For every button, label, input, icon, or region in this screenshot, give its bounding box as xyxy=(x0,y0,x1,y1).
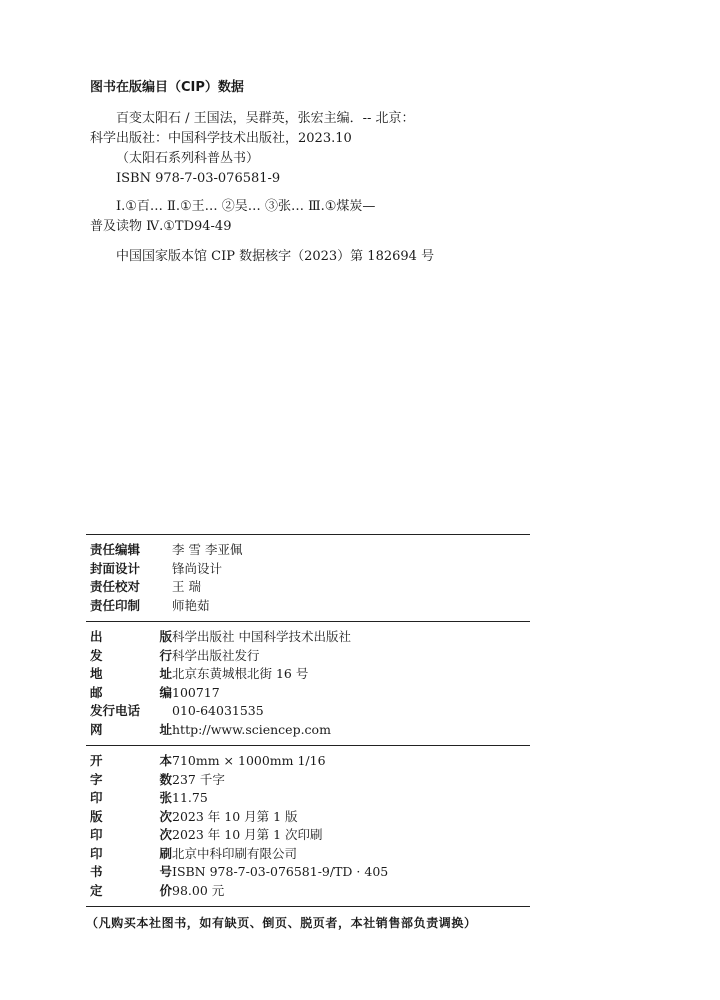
phone-row xyxy=(90,702,530,721)
address-value: 北京东黄城根北街 16 号 xyxy=(172,666,309,681)
book-number-row xyxy=(90,863,530,882)
cip-line-record-number: 中国国家版本馆 CIP 数据核字（2023）第 182694 号 xyxy=(116,249,435,264)
cip-line-classification: Ⅰ.①百… Ⅱ.①王… ②吴… ③张… Ⅲ.①煤炭— xyxy=(116,199,376,214)
distribution-row xyxy=(90,647,530,666)
staff-row-editor xyxy=(90,541,530,560)
publication-info xyxy=(86,534,530,931)
cip-line-title: 百变太阳石 / 王国法，吴群英，张宏主编．-- 北京： xyxy=(116,111,415,126)
price-row xyxy=(90,882,530,901)
cip-line-isbn: ISBN 978-7-03-076581-9 xyxy=(116,171,281,186)
specs-section xyxy=(86,746,530,906)
postcode-value: 100717 xyxy=(172,684,220,700)
cip-line-classification-cont: 普及读物 Ⅳ.①TD94-49 xyxy=(90,219,232,234)
phone-label: 发行电话 xyxy=(90,703,141,718)
publisher-section xyxy=(86,622,530,745)
staff-label: 责任校对 xyxy=(90,579,141,594)
staff-row-proofreader xyxy=(90,578,530,597)
impression-label: 印 次 xyxy=(90,827,172,842)
price-value: 98.00 元 xyxy=(172,882,225,898)
distribution-value: 科学出版社发行 xyxy=(172,647,260,663)
staff-value: 锋尚设计 xyxy=(172,560,223,576)
impression-value: 2023 年 10 月第 1 次印刷 xyxy=(172,827,323,842)
printer-row xyxy=(90,845,530,864)
cip-line-publisher: 科学出版社：中国科学技术出版社，2023.10 xyxy=(90,131,352,146)
staff-value: 王 瑞 xyxy=(172,579,201,594)
staff-value: 李 雪 李亚佩 xyxy=(172,542,243,557)
cip-block xyxy=(90,76,530,267)
staff-label: 封面设计 xyxy=(90,560,141,576)
edition-row xyxy=(90,808,530,827)
staff-label: 责任印制 xyxy=(90,597,141,613)
sheets-value: 11.75 xyxy=(172,790,208,805)
postcode-row xyxy=(90,684,530,703)
staff-label: 责任编辑 xyxy=(90,542,141,557)
sheets-label: 印 张 xyxy=(90,790,172,805)
format-label: 开 本 xyxy=(90,753,172,768)
staff-value: 师艳茹 xyxy=(172,597,210,613)
book-number-label: 书 号 xyxy=(90,864,172,879)
cip-line-series: （太阳石系列科普丛书） xyxy=(116,151,260,166)
publisher-label: 出 版 xyxy=(90,629,172,644)
publisher-row xyxy=(90,628,530,647)
sheets-row xyxy=(90,789,530,808)
format-row xyxy=(90,752,530,771)
word-count-label: 字 数 xyxy=(90,771,172,787)
phone-value: 010-64031535 xyxy=(172,703,264,718)
staff-row-cover xyxy=(90,560,530,579)
edition-label: 版 次 xyxy=(90,808,172,824)
website-row xyxy=(90,721,530,740)
postcode-label: 邮 编 xyxy=(90,684,172,700)
website-label: 网 址 xyxy=(90,721,172,737)
format-value: 710mm × 1000mm 1/16 xyxy=(172,753,326,768)
staff-section xyxy=(86,535,530,621)
cip-title: 图书在版编目（CIP）数据 xyxy=(90,80,244,95)
publisher-value: 科学出版社 中国科学技术出版社 xyxy=(172,629,351,644)
address-row xyxy=(90,665,530,684)
book-number-value: ISBN 978-7-03-076581-9/TD · 405 xyxy=(172,864,389,879)
address-label: 地 址 xyxy=(90,666,172,681)
edition-value: 2023 年 10 月第 1 版 xyxy=(172,808,298,824)
printer-value: 北京中科印刷有限公司 xyxy=(172,845,298,861)
website-link[interactable]: http://www.sciencep.com xyxy=(172,721,331,737)
printer-label: 印 刷 xyxy=(90,845,172,861)
distribution-label: 发 行 xyxy=(90,647,172,663)
return-notice: （凡购买本社图书，如有缺页、倒页、脱页者，本社销售部负责调换） xyxy=(86,916,477,930)
staff-row-printing xyxy=(90,597,530,616)
price-label: 定 价 xyxy=(90,882,172,898)
word-count-value: 237 千字 xyxy=(172,771,225,787)
impression-row xyxy=(90,826,530,845)
word-count-row xyxy=(90,771,530,790)
